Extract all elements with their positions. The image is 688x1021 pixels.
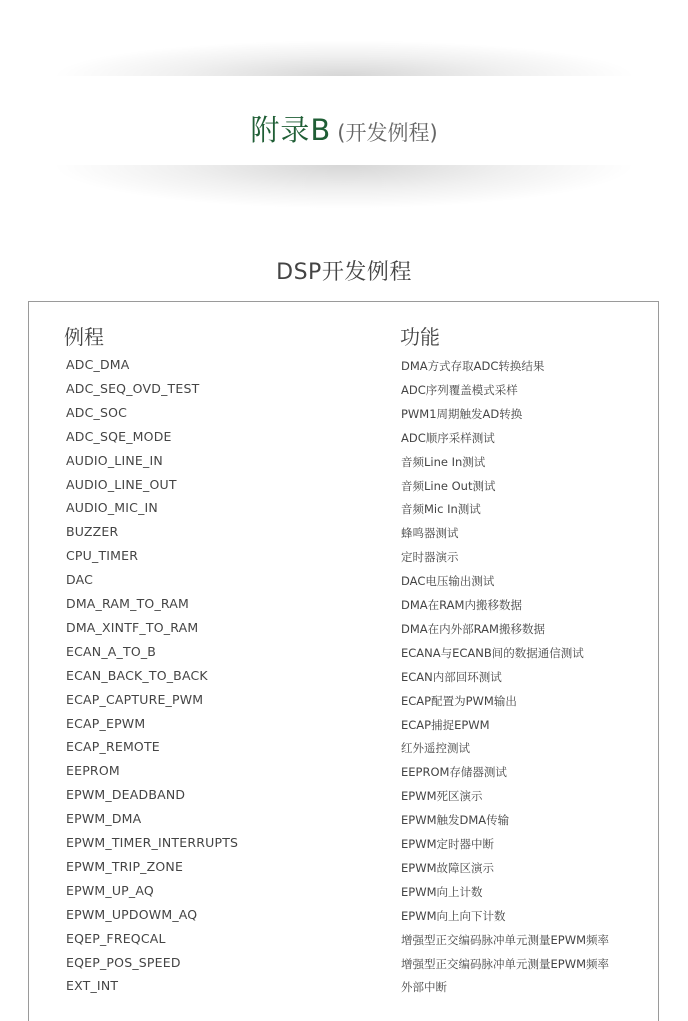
routine-function: EEPROM存储器测试 xyxy=(401,765,507,780)
table-row xyxy=(0,955,688,979)
routine-name: ECAN_BACK_TO_BACK xyxy=(66,667,208,683)
table-row xyxy=(0,500,688,524)
routine-function: EPWM死区演示 xyxy=(401,789,483,804)
routine-name: EPWM_UPDOWM_AQ xyxy=(66,906,198,922)
routine-name: EPWM_TIMER_INTERRUPTS xyxy=(66,835,239,850)
routine-name: ECAP_CAPTURE_PWM xyxy=(66,691,204,707)
routine-name: EQEP_FREQCAL xyxy=(66,930,166,946)
column-header-function: 功能 xyxy=(400,325,440,349)
routine-function: DMA在内外部RAM搬移数据 xyxy=(401,621,545,636)
routine-name: ECAN_A_TO_B xyxy=(66,643,157,659)
routine-name: ADC_DMA xyxy=(66,357,130,372)
routine-name: ADC_SEQ_OVD_TEST xyxy=(66,380,200,396)
routine-function: PWM1周期触发AD转换 xyxy=(401,406,523,421)
routine-name: BUZZER xyxy=(66,524,119,540)
routine-function: DAC电压输出测试 xyxy=(401,574,495,589)
routine-function: 增强型正交编码脉冲单元测量EPWM频率 xyxy=(401,932,609,947)
routine-function: 音频Line Out测试 xyxy=(401,478,496,493)
banner-top-shadow xyxy=(50,40,638,76)
routine-function: DMA方式存取ADC转换结果 xyxy=(401,359,545,373)
appendix-title xyxy=(0,108,688,149)
routine-function: EPWM定时器中断 xyxy=(401,837,494,851)
table-row xyxy=(0,429,688,453)
routine-name: DMA_XINTF_TO_RAM xyxy=(66,619,199,635)
table-row xyxy=(0,692,688,716)
routine-name: EEPROM xyxy=(66,763,120,779)
routine-function: ADC序列覆盖模式采样 xyxy=(401,382,518,397)
routine-function: 音频Line In测试 xyxy=(401,454,486,469)
routine-name: EQEP_POS_SPEED xyxy=(66,954,181,970)
section-title: DSP开发例程 xyxy=(276,260,412,285)
routine-name: EPWM_DEADBAND xyxy=(66,787,186,803)
routine-function: EPWM故障区演示 xyxy=(401,860,494,875)
table-row xyxy=(0,477,688,501)
routine-function: 红外遥控测试 xyxy=(401,741,470,756)
routine-function: ECAP捕捉EPWM xyxy=(401,717,490,732)
table-row xyxy=(0,381,688,405)
routine-name: CPU_TIMER xyxy=(66,548,139,564)
table-row xyxy=(0,978,688,1002)
appendix-title-sub: (开发例程) xyxy=(337,121,438,145)
table-row xyxy=(0,572,688,596)
routine-function: EPWM向上向下计数 xyxy=(401,908,506,923)
routine-name: ECAP_REMOTE xyxy=(66,739,160,755)
table-row xyxy=(0,620,688,644)
routine-function: EPWM触发DMA传输 xyxy=(401,813,510,828)
routine-function: 增强型正交编码脉冲单元测量EPWM频率 xyxy=(401,956,609,971)
table-row xyxy=(0,835,688,859)
routine-name: EPWM_TRIP_ZONE xyxy=(66,858,184,874)
table-row xyxy=(0,907,688,931)
routine-name: ADC_SOC xyxy=(66,404,128,420)
routine-name: AUDIO_LINE_OUT xyxy=(66,476,177,492)
table-row xyxy=(0,931,688,955)
routine-function: EPWM向上计数 xyxy=(401,884,483,899)
routine-name: AUDIO_LINE_IN xyxy=(66,452,163,468)
routine-name: ADC_SQE_MODE xyxy=(66,428,172,444)
table-row xyxy=(0,883,688,907)
table-row xyxy=(0,524,688,548)
table-row xyxy=(0,763,688,787)
routine-function: ECAN内部回环测试 xyxy=(401,669,502,684)
routine-name: DAC xyxy=(66,572,94,588)
routine-function: ECANA与ECANB间的数据通信测试 xyxy=(401,645,584,660)
routine-name: EXT_INT xyxy=(66,978,119,994)
table-row xyxy=(0,596,688,620)
routine-function: ECAP配置为PWM输出 xyxy=(401,693,517,708)
table-row xyxy=(0,787,688,811)
table-row xyxy=(0,811,688,835)
table-row xyxy=(0,357,688,381)
table-row xyxy=(0,668,688,692)
routine-name: ECAP_EPWM xyxy=(66,715,146,731)
routine-function: DMA在RAM内搬移数据 xyxy=(401,598,522,612)
table-row xyxy=(0,644,688,668)
routine-name: DMA_RAM_TO_RAM xyxy=(66,596,190,611)
routine-name: EPWM_DMA xyxy=(66,811,142,827)
routine-name: EPWM_UP_AQ xyxy=(66,882,154,898)
routine-function: 蜂鸣器测试 xyxy=(401,526,459,541)
table-row xyxy=(0,859,688,883)
table-row xyxy=(0,453,688,477)
routine-function: ADC顺序采样测试 xyxy=(401,430,495,445)
routine-function: 定时器演示 xyxy=(401,550,459,565)
routine-name: AUDIO_MIC_IN xyxy=(66,500,158,516)
table-row xyxy=(0,739,688,763)
banner-bottom-shadow xyxy=(50,165,638,209)
table-row xyxy=(0,548,688,572)
appendix-title-main: 附录B xyxy=(250,113,332,147)
table-row xyxy=(0,405,688,429)
routine-function: 外部中断 xyxy=(401,980,447,995)
table-row xyxy=(0,716,688,740)
routine-function: 音频Mic In测试 xyxy=(401,502,481,517)
column-header-name: 例程 xyxy=(64,325,104,349)
